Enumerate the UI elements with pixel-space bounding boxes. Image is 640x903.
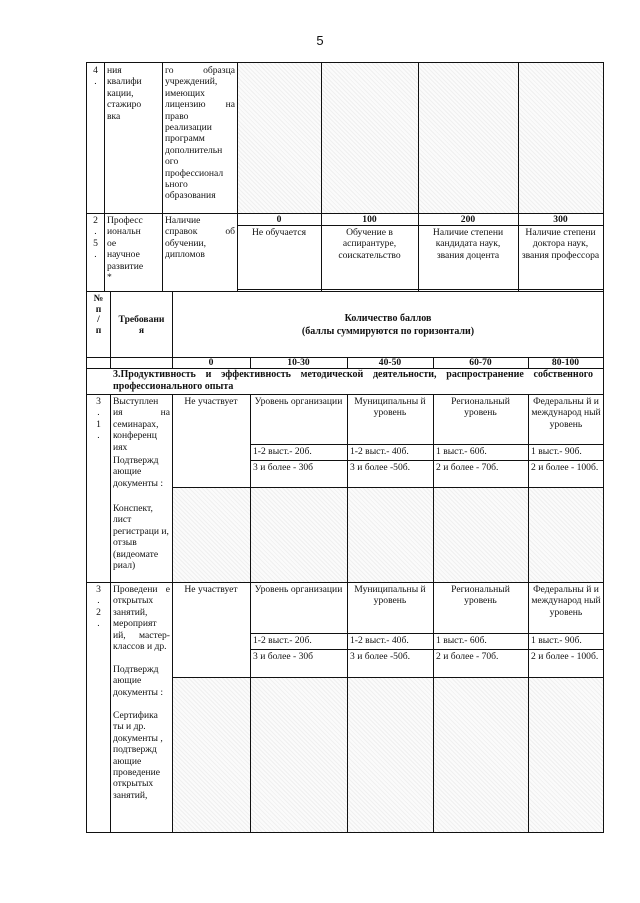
- score-column: 40-50: [378, 357, 402, 368]
- score-detail: 2 и более - 100б.: [531, 462, 599, 473]
- score-column: 0: [208, 357, 214, 368]
- row-number: 3 . 1 .: [96, 396, 101, 442]
- score-detail: 1 выст.- 60б.: [436, 446, 487, 457]
- page-number: 5: [316, 33, 324, 48]
- table-block-b: [86, 291, 604, 833]
- score-detail: 3 и более - 30б: [253, 462, 314, 473]
- requirement-documents-list: Конспект, лист регистраци и, отзыв (видеомате риал): [113, 503, 169, 572]
- requirement-name: Професс иональн ое научное развитие *: [107, 215, 144, 284]
- row-number: 3 . 2 .: [96, 584, 101, 630]
- score-detail: 3 и более -50б.: [350, 651, 411, 662]
- requirement-name: ния квалифи кации, стажиро вка: [107, 65, 142, 122]
- score-detail: 1 выст.- 90б.: [531, 635, 582, 646]
- level-text: Уровень организации: [254, 584, 343, 595]
- level-text: Не участвует: [184, 584, 238, 595]
- requirement-documents: Подтвержд ающие документы :: [113, 664, 164, 698]
- requirement-documents: Подтвержд ающие документы :: [113, 455, 164, 489]
- score-detail: 3 и более - 30б: [253, 651, 314, 662]
- score-detail: 1 выст.- 90б.: [531, 446, 582, 457]
- confirming-documents: Наличие справок об обучении, дипломов: [165, 215, 235, 261]
- score-value: 0: [276, 214, 282, 225]
- scan-noise: [172, 677, 603, 832]
- level-text: Муниципальны й уровень: [354, 584, 426, 607]
- score-detail: 1 выст.- 60б.: [436, 635, 487, 646]
- scan-noise: [172, 487, 603, 582]
- score-detail: 2 и более - 70б.: [436, 651, 499, 662]
- confirming-documents: го образца учреждений, имеющих лицензию на право реализации программ дополнительн ого профессионал ьного образования: [165, 65, 235, 202]
- score-detail: 2 и более - 70б.: [436, 462, 499, 473]
- level-text: Наличие степени доктора наук, звания профессора: [521, 227, 600, 261]
- table-block-a: [86, 62, 604, 292]
- requirement-documents-list: Сертифика ты и др. документы , подтвержд ающие проведение открытых занятий,: [113, 710, 163, 801]
- level-text: Региональный уровень: [451, 396, 510, 419]
- level-text: Наличие степени кандидата наук, звания доцента: [432, 227, 504, 261]
- section-heading: 3.Продуктивность и эффективность методической деятельности, распространение собственного профессионального опыта: [113, 369, 593, 392]
- requirement-name: Выступлен ия на семинарах, конференц иях: [113, 396, 170, 453]
- score-column: 80-100: [551, 357, 580, 368]
- score-value: 100: [362, 214, 377, 225]
- score-column: 60-70: [469, 357, 492, 368]
- score-detail: 1-2 выст.- 40б.: [350, 635, 409, 646]
- row-number: 4 .: [93, 65, 98, 88]
- column-header-points: Количество баллов (баллы суммируются по горизонтали): [301, 313, 475, 337]
- level-text: Региональный уровень: [451, 584, 510, 607]
- score-value: 300: [553, 214, 568, 225]
- column-header-requirements: Требовани я: [118, 314, 165, 337]
- level-text: Не обучается: [251, 227, 307, 238]
- column-header-number: № п / п: [93, 294, 104, 336]
- score-detail: 1-2 выст.- 20б.: [253, 635, 312, 646]
- score-column: 10-30: [287, 357, 310, 368]
- scan-noise: [237, 63, 603, 213]
- level-text: Не участвует: [184, 396, 238, 407]
- level-text: Обучение в аспирантуре, соискательство: [338, 227, 401, 261]
- row-number: 2 . 5 .: [93, 215, 98, 261]
- score-detail: 3 и более -50б.: [350, 462, 411, 473]
- score-detail: 2 и более - 100б.: [531, 651, 599, 662]
- level-text: Федеральны й и международ ный уровень: [531, 584, 601, 618]
- level-text: Федеральны й и международ ный уровень: [531, 396, 601, 430]
- level-text: Муниципальны й уровень: [354, 396, 426, 419]
- requirement-name: Проведени е открытых занятий, мероприят ий, мастер-классов и др.: [113, 584, 170, 653]
- score-detail: 1-2 выст.- 20б.: [253, 446, 312, 457]
- score-value: 200: [460, 214, 476, 225]
- level-text: Уровень организации: [254, 396, 343, 407]
- score-detail: 1-2 выст.- 40б.: [350, 446, 409, 457]
